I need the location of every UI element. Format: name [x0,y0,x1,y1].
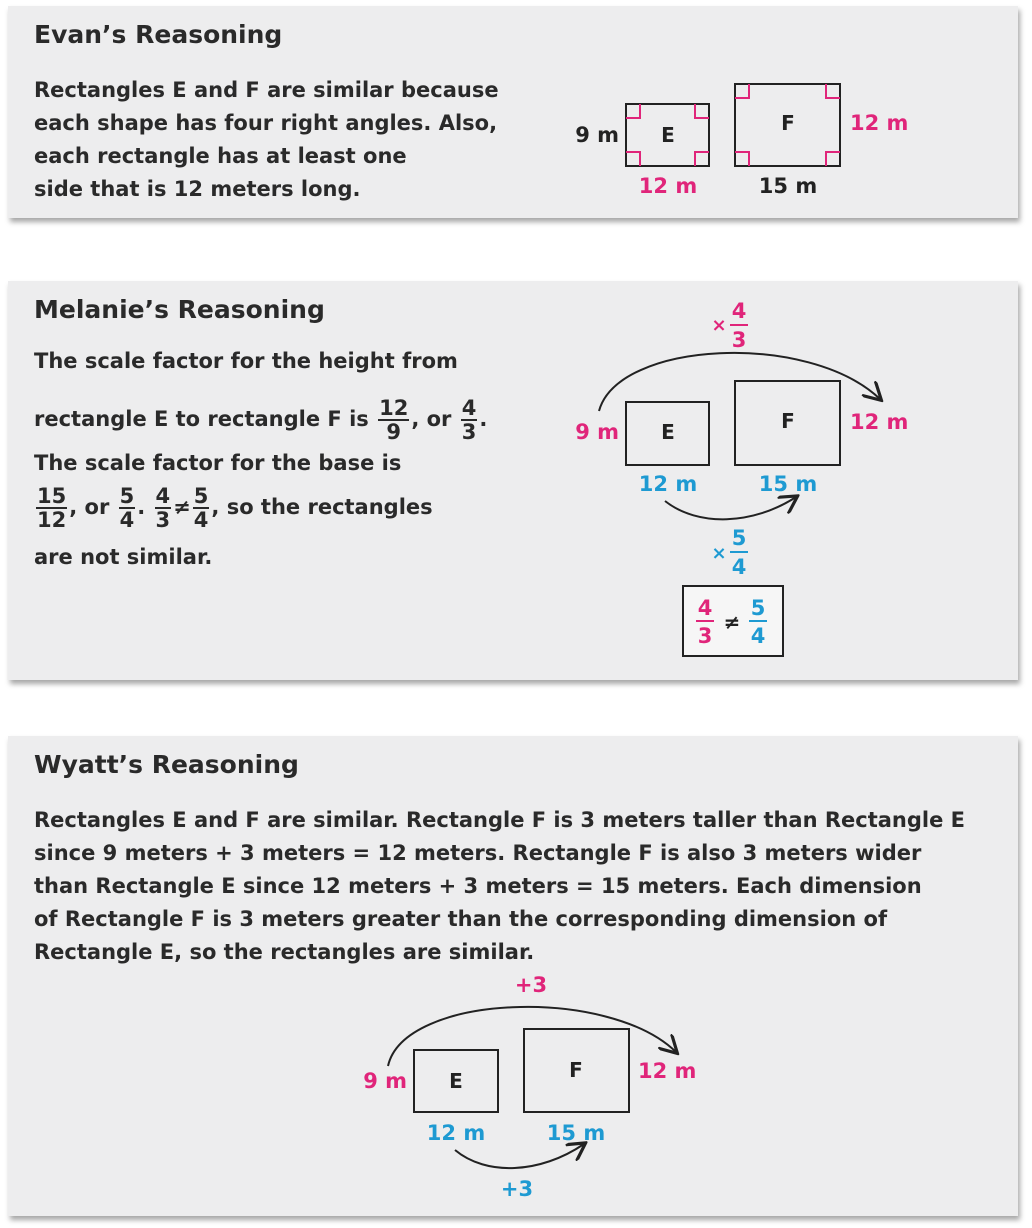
evan-f-height: 12 m [850,111,909,135]
evan-line-1: Rectangles E and F are similar because [34,78,499,102]
wyatt-diagram [8,736,1018,1216]
base-factor-den: 4 [731,555,747,579]
melanie-line-5: are not similar. [34,545,213,569]
melanie-line-1: The scale factor for the height from [34,349,458,373]
wyatt-e-height: 9 m [363,1069,407,1093]
wyatt-f-height: 12 m [638,1059,697,1083]
evan-title: Evan’s Reasoning [34,20,283,49]
ineq-right-num: 5 [750,596,766,620]
fraction-12-9: $\frac{12}{9}$ [379,396,409,444]
base-factor-num: 5 [731,526,747,550]
fraction-5-4: $\frac{5}{4}$ [119,484,135,532]
evan-f-label: F [781,111,795,135]
wyatt-card [8,736,1018,1216]
fraction-4-3-b: $\frac{4}{3}$ [155,484,171,532]
wyatt-line-5: Rectangle E, so the rectangles are similar. [34,940,535,964]
ineq-left-den: 3 [697,624,713,648]
fraction-4-3: $\frac{4}{3}$ [461,396,477,444]
ineq-sign: ≠ [723,610,741,634]
evan-e-height: 9 m [575,123,619,147]
wyatt-base-arrow [455,1144,584,1168]
wyatt-f-base: 15 m [546,1121,606,1145]
evan-e-label: E [661,123,675,147]
base-factor-prefix: × [711,543,727,564]
melanie-f-height: 12 m [850,410,909,434]
evan-e-base: 12 m [638,174,698,198]
melanie-title: Melanie’s Reasoning [34,295,325,324]
height-factor-prefix: × [711,315,727,336]
wyatt-line-2: since 9 meters + 3 meters = 12 meters. Rectangle F is also 3 meters wider [34,841,922,865]
melanie-f-label: F [781,409,795,433]
ineq-left-num: 4 [697,596,713,620]
melanie-e-height: 9 m [575,420,619,444]
fraction-15-12: $\frac{15}{12}$ [37,484,67,532]
height-add-label: +3 [514,973,548,997]
melanie-e-label: E [661,420,675,444]
wyatt-height-arrow [388,1007,676,1066]
melanie-line-2: rectangle E to rectangle F is $\frac{12}{9}$ , or $\frac{4}{3}$ . [34,396,488,444]
evan-line-4: side that is 12 meters long. [34,177,361,201]
wyatt-f-label: F [569,1058,583,1082]
melanie-f-base: 15 m [758,472,818,496]
evan-card [8,6,1018,218]
ineq-right-den: 4 [750,624,766,648]
wyatt-line-3: than Rectangle E since 12 meters + 3 meters = 15 meters. Each dimension [34,874,922,898]
wyatt-e-base: 12 m [426,1121,486,1145]
wyatt-line-1: Rectangles E and F are similar. Rectangle F is 3 meters taller than Rectangle E [34,808,966,832]
base-arrow [665,497,796,519]
wyatt-title: Wyatt’s Reasoning [34,750,299,779]
height-factor-num: 4 [731,299,747,323]
evan-line-3: each rectangle has at least one [34,144,407,168]
wyatt-e-label: E [449,1069,463,1093]
wyatt-line-4: of Rectangle F is 3 meters greater than the corresponding dimension of [34,907,888,931]
evan-diagram [8,6,1018,218]
evan-f-base: 15 m [758,174,818,198]
melanie-diagram [8,281,1018,680]
melanie-line-4: $\frac{15}{12}$ , or $\frac{5}{4}$ . $\frac{4}{3}$ ≠ $\frac{5}{4}$ , so the rectangles [37,484,433,532]
evan-line-2: each shape has four right angles. Also, [34,111,498,135]
melanie-card [8,281,1018,680]
melanie-e-base: 12 m [638,472,698,496]
fraction-5-4-b: $\frac{5}{4}$ [193,484,209,532]
right-angle-marks [626,84,840,166]
melanie-line-3: The scale factor for the base is [34,451,402,475]
height-factor-den: 3 [731,328,747,352]
base-add-label: +3 [500,1177,534,1201]
